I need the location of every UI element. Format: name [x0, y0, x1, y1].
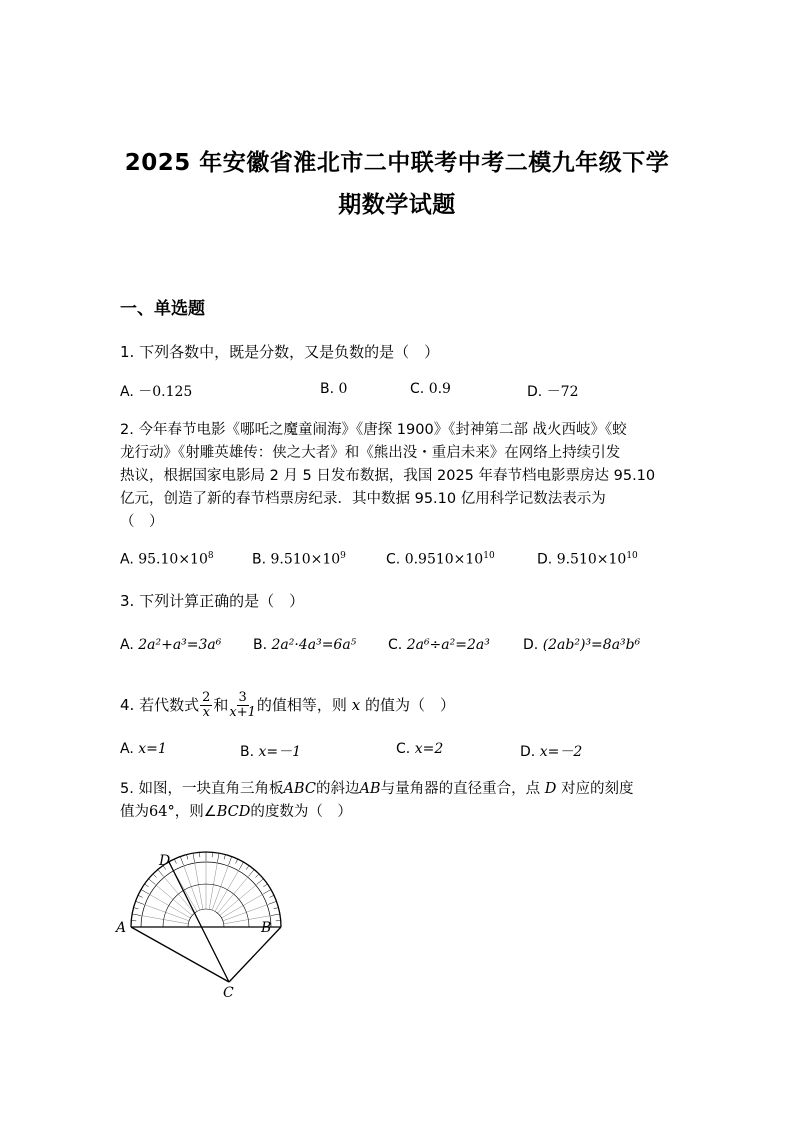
option-key: C. [386, 551, 401, 568]
option-base: 0.9510×10 [404, 551, 484, 568]
q4-option-b [240, 741, 301, 761]
q5-text: 5. 如图，一块直角三角板 [120, 781, 284, 797]
label-a: A [116, 920, 127, 936]
protractor-tick [263, 890, 271, 895]
protractor-tick [263, 884, 267, 887]
question-5-line-2 [120, 801, 690, 824]
protractor-tick [193, 853, 195, 862]
q2-option-d [537, 551, 638, 568]
q1-option-a [120, 381, 192, 401]
protractor-tick [271, 914, 280, 916]
protractor-tick [158, 870, 164, 877]
option-value: 0.9 [428, 381, 451, 397]
q1-option-b [320, 381, 347, 397]
q2-option-a [120, 551, 214, 568]
label-d: D [159, 853, 171, 869]
protractor-ray [222, 895, 263, 919]
option-key: A. [120, 384, 134, 400]
q4-option-a [120, 741, 167, 757]
option-key: D. [520, 744, 536, 760]
q3-option-c [388, 637, 490, 653]
protractor-tick [134, 908, 139, 909]
protractor-tick [145, 884, 149, 887]
question-2-line: 龙行动》《射雕英雄传：侠之大者》和《熊出没・重启未来》在网络上持续引发 [120, 445, 621, 461]
angle-bcd: BCD [216, 804, 251, 820]
section-title: 一、单选题 [120, 299, 205, 319]
option-base: 95.10×10 [138, 551, 208, 568]
fraction-numerator: 2 [202, 690, 211, 705]
protractor-tick [138, 895, 143, 897]
q5-text: 对应的刻度 [560, 781, 634, 797]
fraction-2-over-x [200, 691, 212, 720]
protractor-tick [141, 890, 149, 895]
option-value: 0 [338, 381, 348, 397]
protractor-tick [255, 874, 259, 878]
option-exponent: 10 [483, 551, 495, 561]
question-4-text [120, 685, 680, 725]
option-key: B. [252, 551, 267, 568]
option-expression: 2a²·4a³=6a⁵ [271, 637, 357, 653]
option-expression: (2ab²)³=8a³b⁶ [542, 637, 641, 653]
question-1-text: 1. 下列各数中，既是分数，又是负数的是（ ） [120, 343, 440, 361]
option-key: A. [120, 551, 134, 568]
triangle-abc: ABC [283, 781, 316, 797]
question-2-line: 热议，根据国家电影局 2 月 5 日发布数据，我国 2025 年春节档电影票房达 95.10 [120, 468, 656, 484]
protractor-tick [236, 859, 238, 864]
protractor-tick [153, 874, 157, 878]
q5-text: 与量角器的直径重合，点 [380, 781, 541, 797]
point-d: D [544, 781, 557, 797]
q1-option-c [410, 381, 451, 397]
question-4-prefix: 4. 若代数式 [120, 696, 200, 714]
option-expression: 2a²+a³=3a⁶ [138, 637, 222, 653]
fraction-3-over-x-plus-1 [229, 691, 256, 720]
option-expression: x=2 [414, 741, 444, 757]
protractor-tick [132, 914, 141, 916]
q4-option-d [520, 741, 582, 761]
q5-text: 的度数为（ ） [250, 804, 352, 820]
question-2-text [120, 419, 680, 534]
q3-option-a [120, 637, 221, 653]
option-key: B. [253, 637, 268, 653]
q3-option-b [253, 637, 356, 653]
protractor-tick [217, 853, 219, 862]
protractor-tick [180, 857, 183, 865]
degree-value: 64° [149, 804, 175, 820]
option-exponent: 9 [340, 551, 346, 561]
option-key: D. [523, 637, 539, 653]
option-base: 9.510×10 [270, 551, 341, 568]
option-expression: 2a⁶÷a²=2a³ [406, 637, 490, 653]
protractor-ray [142, 916, 188, 924]
option-base: 9.510×10 [556, 551, 627, 568]
question-2-line: （ ） [120, 514, 164, 530]
protractor-tick [268, 901, 276, 904]
protractor-ray [209, 863, 217, 909]
protractor-tick [248, 870, 254, 877]
q2-option-c [386, 551, 495, 568]
question-4-and: 和 [213, 696, 229, 714]
protractor-ray [215, 871, 239, 912]
q4-option-c [396, 741, 443, 757]
label-c: C [223, 985, 234, 1001]
protractor-tick [224, 855, 225, 860]
option-exponent: 10 [626, 551, 638, 561]
page-title-line-1: 2025 年安徽省淮北市二中联考中考二模九年级下学 [124, 150, 670, 176]
protractor-tick [257, 879, 264, 885]
option-key: C. [396, 741, 411, 757]
q5-text: 值为 [120, 804, 149, 820]
option-expression: x=1 [138, 741, 167, 757]
label-b: B [261, 920, 272, 936]
q3-option-d [523, 637, 640, 653]
option-value: －0.125 [138, 384, 193, 400]
question-2-line: 2. 今年春节电影《哪吒之魔童闹海》《唐探 1900》《封神第二部 战火西岐》《蛟 [120, 422, 627, 438]
variable-x: x [351, 696, 361, 714]
option-key: B. [320, 381, 335, 397]
protractor-tick [229, 857, 232, 865]
option-key: A. [120, 637, 134, 653]
option-key: A. [120, 741, 134, 757]
q2-option-b [252, 551, 346, 568]
question-3-text: 3. 下列计算正确的是（ ） [120, 592, 305, 610]
hypotenuse-ab: AB [359, 781, 381, 797]
protractor-tick [174, 859, 176, 864]
question-2-line: 亿元，创造了新的春节档票房纪录．其中数据 95.10 亿用科学记数法表示为 [120, 491, 606, 507]
option-key: D. [537, 551, 553, 568]
protractor-ray [195, 863, 203, 909]
option-expression: x=－1 [258, 744, 302, 760]
question-4-suffix: 的值为（ ） [364, 696, 455, 714]
q5-text: ，则∠ [174, 804, 217, 820]
option-expression: x=－2 [539, 744, 583, 760]
question-5-line-1 [120, 778, 690, 801]
option-exponent: 8 [207, 551, 214, 561]
question-4-middle: 的值相等，则 [256, 696, 347, 714]
protractor-tick [187, 855, 188, 860]
protractor-ray [150, 895, 191, 919]
protractor-tick [149, 879, 156, 885]
protractor-tick [239, 862, 244, 870]
protractor [131, 852, 281, 927]
q5-text: 的斜边 [315, 781, 360, 797]
q1-option-d [527, 381, 579, 401]
option-key: C. [410, 381, 425, 397]
fraction-denominator: x [202, 705, 210, 720]
protractor-tick [136, 901, 144, 904]
protractor-tick [274, 908, 279, 909]
protractor-tick [269, 895, 274, 897]
protractor-tick [246, 866, 249, 870]
option-value: －72 [546, 384, 579, 400]
page-title-line-2: 期数学试题 [338, 192, 456, 218]
option-key: C. [388, 637, 403, 653]
fraction-numerator: 3 [238, 690, 247, 705]
question-5-text [120, 778, 690, 824]
option-key: D. [527, 384, 543, 400]
option-key: B. [240, 744, 255, 760]
protractor-triangle-figure [110, 845, 300, 1005]
fraction-denominator: x+1 [229, 705, 256, 720]
